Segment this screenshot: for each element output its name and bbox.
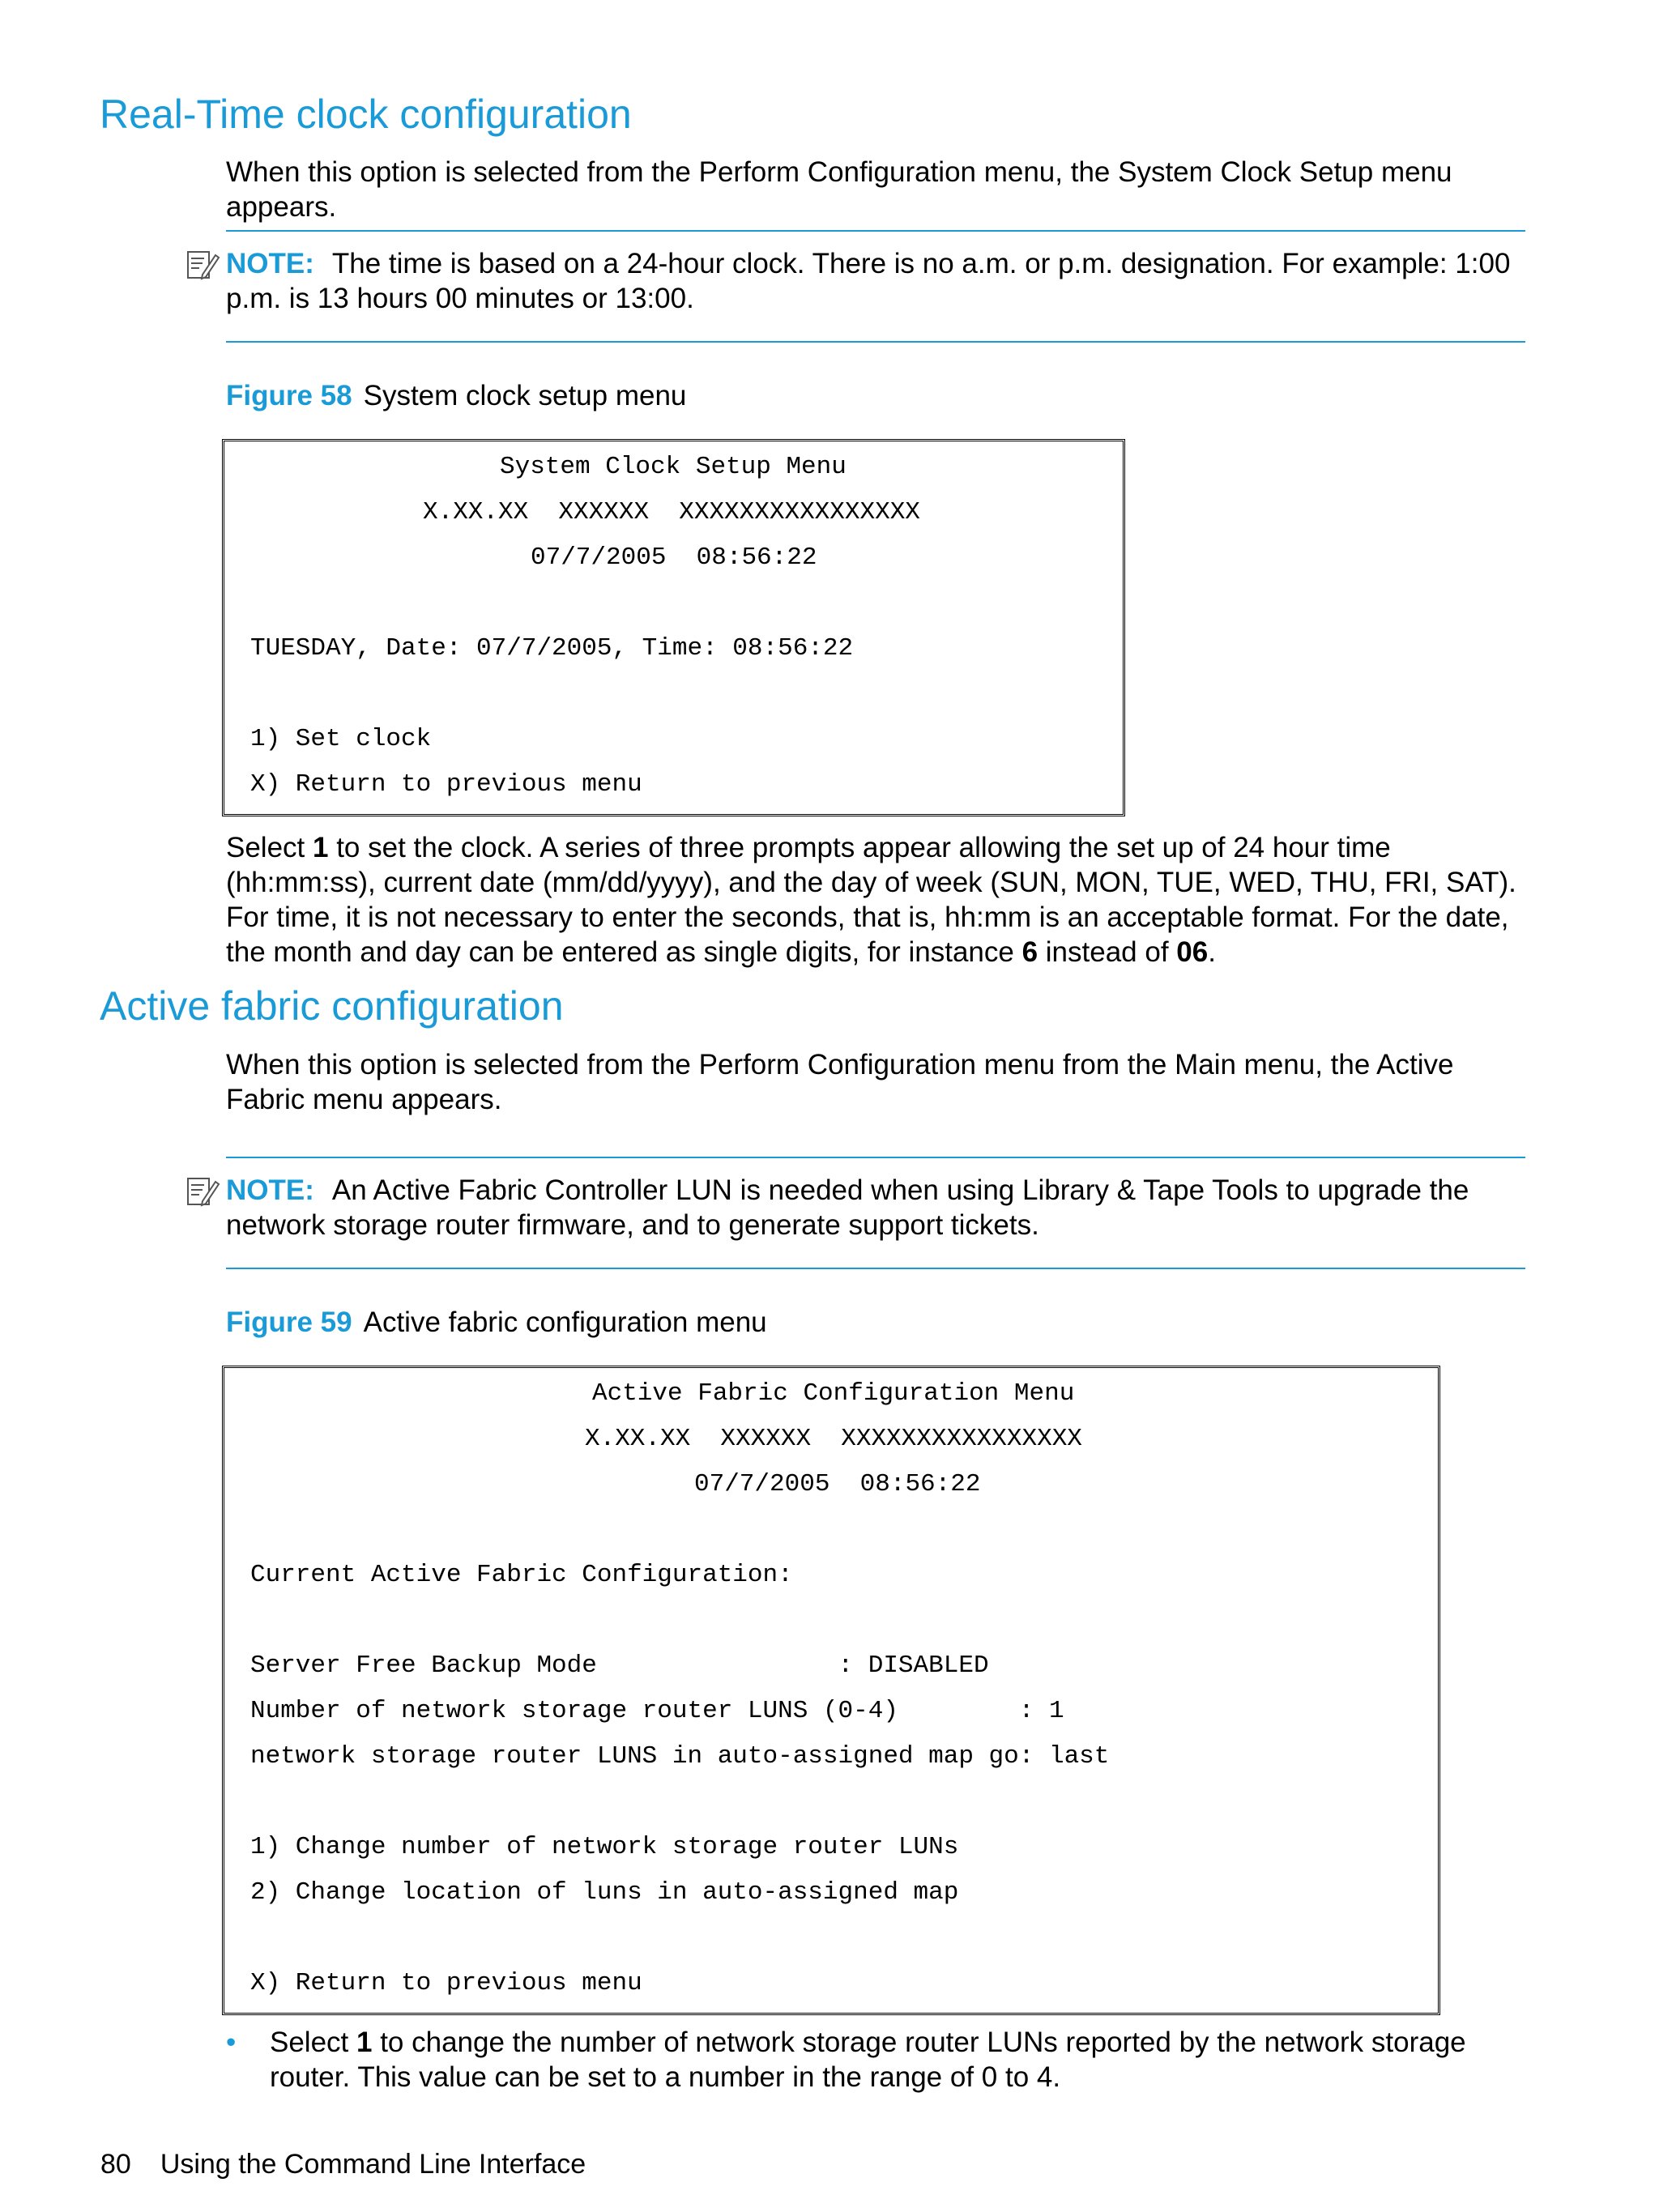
- section-heading-realtime-clock: Real-Time clock configuration: [100, 92, 632, 137]
- terminal-line: Current Active Fabric Configuration:: [250, 1561, 793, 1589]
- page-number: 80: [100, 2149, 131, 2180]
- note-pencil-icon: [185, 247, 220, 283]
- terminal-line: 07/7/2005 08:56:22: [531, 543, 817, 572]
- note1-text: The time is based on a 24-hour clock. There is no a.m. or p.m. designation. For example: 1:00 p.m. is 13 hours 00 minutes or 13:00.: [226, 248, 1511, 314]
- note2-label: NOTE:: [226, 1174, 314, 1206]
- figure58-terminal: [222, 439, 1125, 816]
- note2-text: An Active Fabric Controller LUN is needed when using Library & Tape Tools to upgrade the network storage router firmware, and to generate support tickets.: [226, 1174, 1469, 1241]
- figure59-terminal: [222, 1366, 1440, 2015]
- terminal-line: Active Fabric Configuration Menu: [592, 1379, 1075, 1408]
- section-heading-active-fabric: Active fabric configuration: [100, 983, 564, 1029]
- note2: [226, 1173, 1522, 1242]
- terminal-line: TUESDAY, Date: 07/7/2005, Time: 08:56:22: [250, 634, 854, 663]
- note2-bottom-rule: [226, 1268, 1525, 1269]
- terminal-line: X) Return to previous menu: [250, 770, 642, 799]
- terminal-line: X.XX.XX XXXXXX XXXXXXXXXXXXXXXX: [423, 498, 920, 526]
- note1-label: NOTE:: [226, 248, 314, 279]
- terminal-line: System Clock Setup Menu: [500, 453, 847, 481]
- bullet-marker: •: [226, 2027, 237, 2058]
- note1-bottom-rule: [226, 341, 1525, 343]
- section2-intro: When this option is selected from the Perform Configuration menu from the Main menu, the Active Fabric menu appears.: [226, 1049, 1454, 1115]
- figure59-title: Active fabric configuration menu: [363, 1306, 767, 1338]
- terminal-line: 1) Change number of network storage router LUNs: [250, 1833, 959, 1861]
- terminal-line: network storage router LUNS in auto-assigned map go: last: [250, 1742, 1110, 1771]
- terminal-line: X.XX.XX XXXXXX XXXXXXXXXXXXXXXX: [585, 1425, 1082, 1453]
- section1-body: Select 1 to set the clock. A series of three prompts appear allowing the set up of 24 hour time (hh:mm:ss), current date (mm/dd/yyyy), and the day of week (SUN, MON, TUE, WED, THU, FRI, SAT). For time, it is not necessary to enter the seconds, that is, hh:mm is an acceptable format. For the date, the month and day can be entered as single digits, for instance 6 instead of 06.: [226, 832, 1516, 968]
- note2-top-rule: [226, 1157, 1525, 1158]
- terminal-line: 1) Set clock: [250, 725, 432, 753]
- terminal-line: Number of network storage router LUNS (0-4) : 1: [250, 1697, 1064, 1725]
- note-pencil-icon: [185, 1174, 220, 1209]
- figure59-label: Figure 59: [226, 1306, 352, 1338]
- section1-intro: When this option is selected from the Perform Configuration menu, the System Clock Setup menu appears.: [226, 156, 1452, 223]
- figure58-label: Figure 58: [226, 380, 352, 411]
- page-footer: [100, 2148, 586, 2180]
- chapter-title: Using the Command Line Interface: [160, 2149, 586, 2180]
- terminal-line: 2) Change location of luns in auto-assigned map: [250, 1878, 959, 1907]
- terminal-line: 07/7/2005 08:56:22: [694, 1470, 981, 1498]
- figure58-title: System clock setup menu: [363, 380, 687, 411]
- note1: [226, 246, 1522, 316]
- figure58-caption: [226, 378, 686, 413]
- note1-top-rule: [226, 230, 1525, 232]
- section2-bullet-text: Select 1 to change the number of network storage router LUNs reported by the network storage router. This value can be set to a number in the range of 0 to 4.: [270, 2027, 1466, 2093]
- terminal-line: Server Free Backup Mode : DISABLED: [250, 1652, 989, 1680]
- figure59-caption: [226, 1305, 767, 1340]
- terminal-line: X) Return to previous menu: [250, 1969, 642, 1997]
